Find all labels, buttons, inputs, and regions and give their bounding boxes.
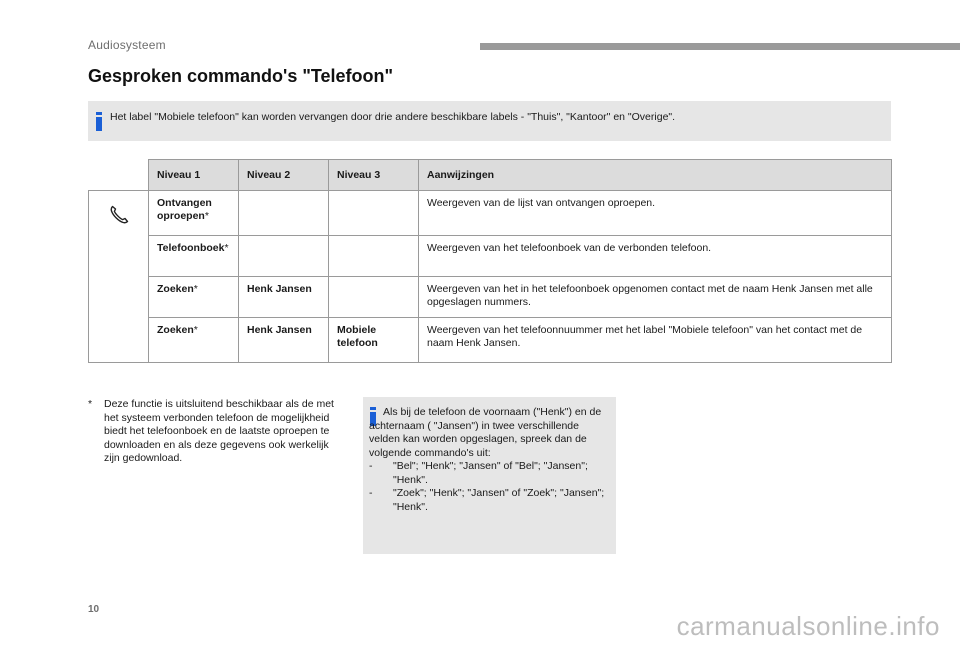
commands-table <box>88 159 892 363</box>
info-icon <box>96 112 102 132</box>
table-cell-level1: Ontvangen oproepen* <box>149 191 239 236</box>
table-cell-level1: Telefoonboek* <box>149 236 239 277</box>
table-cell-level1: Zoeken* <box>149 318 239 363</box>
footnote <box>88 398 338 466</box>
list-item: - "Bel"; "Henk"; "Jansen" of "Bel"; "Jansen"; "Henk". <box>369 460 588 486</box>
table-cell-description: Weergeven van het telefoonnuummer met het label "Mobiele telefoon" van het contact met de naam Henk Jansen. <box>419 318 892 363</box>
info-note-text: Het label "Mobiele telefoon" kan worden vervangen door drie andere beschikbare labels - "Thuis", "Kantoor" en "Overige". <box>110 111 676 123</box>
watermark: carmanualsonline.info <box>676 611 940 641</box>
footnote-star: * <box>88 398 93 410</box>
info-note-intro: Als bij de telefoon de voornaam ("Henk") en de achternaam ( "Jansen") in twee verschillende velden kan worden opgeslagen, spreek dan de volgende commando's uit: <box>369 406 602 459</box>
footnote-text: Deze functie is uitsluitend beschikbaar als de met het systeem verbonden telefoon de mogelijkheid biedt het telefoonboek en de laatste oproepen te downloaden en als deze gegevens ook werkelijk zijn gedownload. <box>104 398 334 464</box>
header-bar <box>480 43 960 50</box>
table-row <box>89 236 892 277</box>
table-cell-level2: Henk Jansen <box>239 277 329 318</box>
table-row <box>89 191 892 236</box>
page-title: Gesproken commando's "Telefoon" <box>88 66 394 86</box>
table-cell-level2 <box>239 236 329 277</box>
table-cell-description: Weergeven van het telefoonboek van de verbonden telefoon. <box>419 236 892 277</box>
table-header-cell: Niveau 3 <box>329 160 419 191</box>
list-item: - "Zoek"; "Henk"; "Jansen" of "Zoek"; "Jansen"; "Henk". <box>369 487 605 513</box>
info-note-top <box>88 101 891 141</box>
table-header-row <box>89 160 892 191</box>
table-header-blank <box>89 160 149 191</box>
section-title: Audiosysteem <box>88 38 166 52</box>
phone-handset-icon <box>107 203 131 227</box>
table-cell-level2: Henk Jansen <box>239 318 329 363</box>
info-note-body <box>369 406 610 514</box>
phone-icon-cell <box>89 191 149 363</box>
table-cell-level3 <box>329 277 419 318</box>
page-number: 10 <box>88 604 100 615</box>
table-row <box>89 318 892 363</box>
info-note-bottom <box>363 397 616 554</box>
table-header-cell: Niveau 2 <box>239 160 329 191</box>
table-header-cell: Niveau 1 <box>149 160 239 191</box>
command-list <box>369 460 610 514</box>
table-cell-level3 <box>329 191 419 236</box>
table-cell-level2 <box>239 191 329 236</box>
table-cell-level3: Mobiele telefoon <box>329 318 419 363</box>
table-cell-level3 <box>329 236 419 277</box>
table-cell-description: Weergeven van de lijst van ontvangen oproepen. <box>419 191 892 236</box>
table-header-cell: Aanwijzingen <box>419 160 892 191</box>
table-cell-level1: Zoeken* <box>149 277 239 318</box>
table-cell-description: Weergeven van het in het telefoonboek opgenomen contact met de naam Henk Jansen met alle opgeslagen nummers. <box>419 277 892 318</box>
table-row <box>89 277 892 318</box>
